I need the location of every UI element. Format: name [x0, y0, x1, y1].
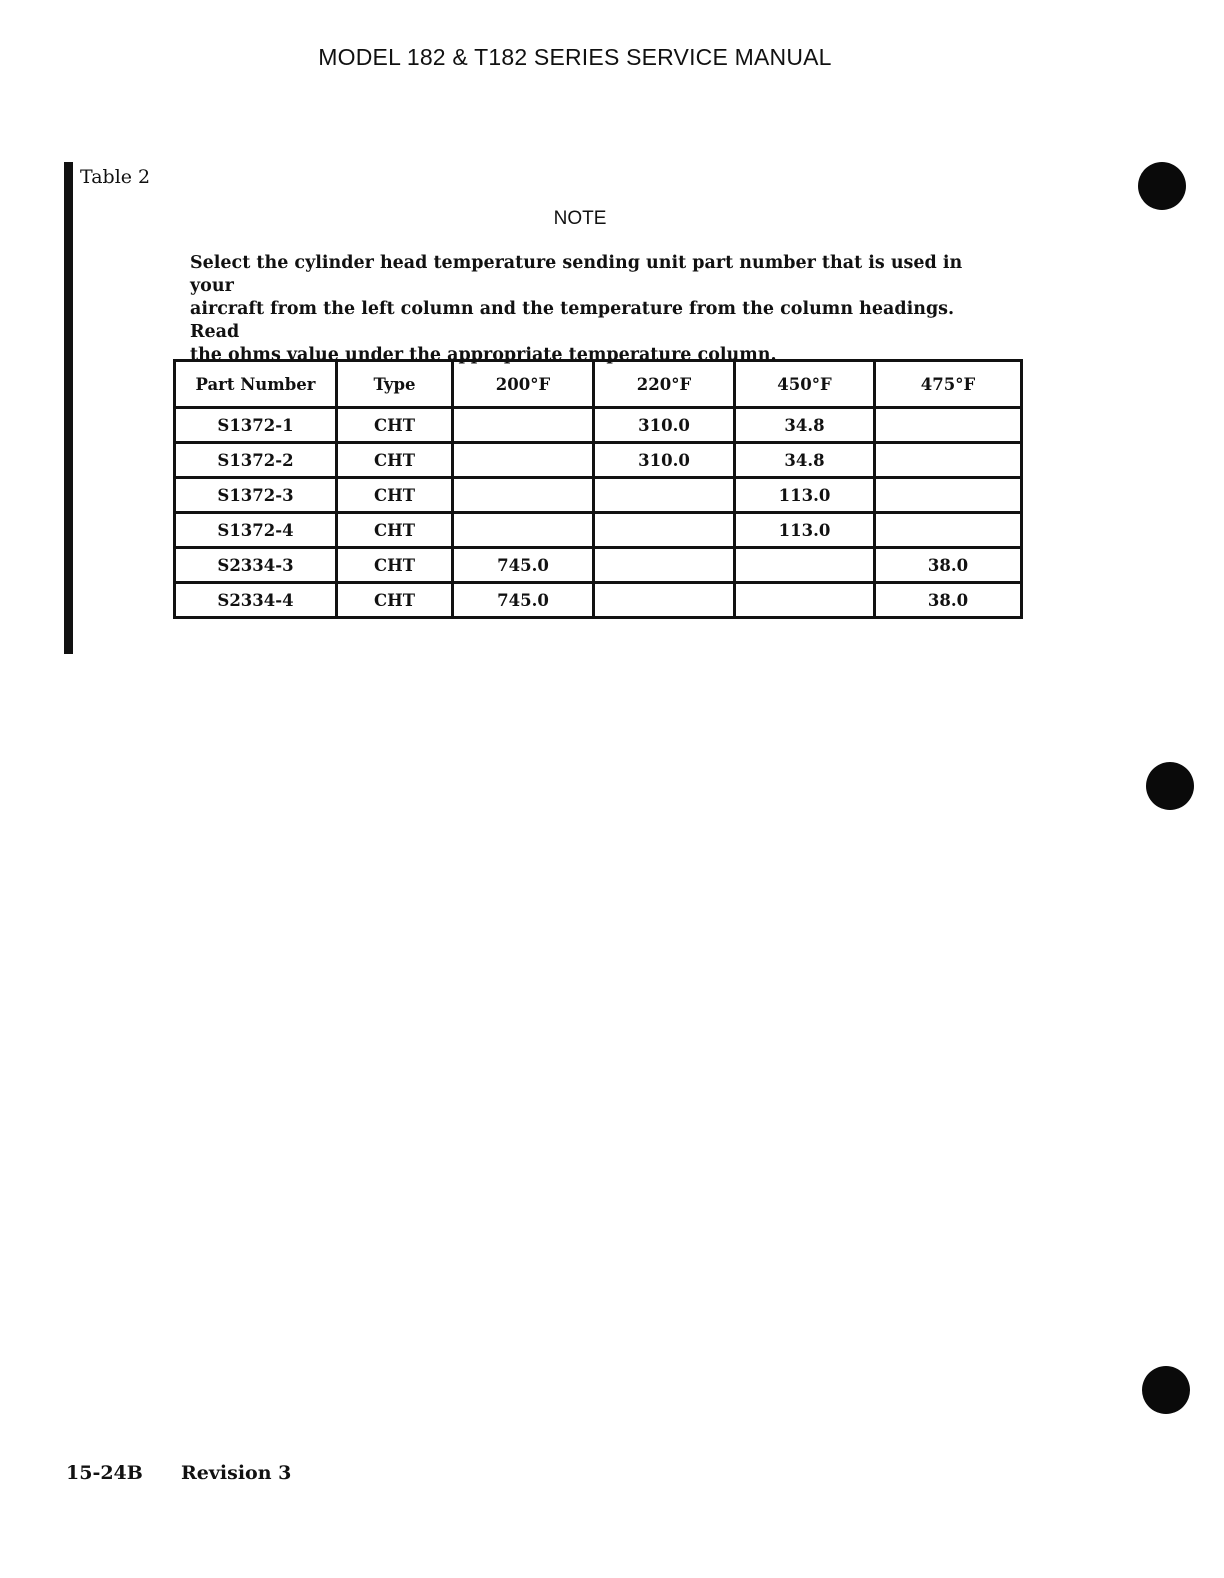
revision-label: Revision 3	[181, 1462, 292, 1484]
column-header-type: Type	[337, 361, 453, 408]
page-header-title: MODEL 182 & T182 SERIES SERVICE MANUAL	[318, 44, 832, 70]
cell-450f	[735, 548, 875, 583]
cell-450f: 34.8	[735, 443, 875, 478]
table-row	[175, 513, 1022, 548]
note-line: Select the cylinder head temperature sending unit part number that is used in your	[190, 253, 963, 296]
note-body	[190, 252, 980, 367]
cell-220f: 310.0	[594, 443, 735, 478]
cell-220f	[594, 513, 735, 548]
cell-450f	[735, 583, 875, 618]
revision-change-bar	[64, 162, 73, 654]
cell-part-number: S1372-2	[175, 443, 337, 478]
cell-450f: 113.0	[735, 513, 875, 548]
table-header-row	[175, 361, 1022, 408]
cell-part-number: S2334-4	[175, 583, 337, 618]
column-header-220f: 220°F	[594, 361, 735, 408]
column-header-part-number: Part Number	[175, 361, 337, 408]
cell-450f: 34.8	[735, 408, 875, 443]
cell-200f	[453, 443, 594, 478]
cell-475f	[875, 478, 1022, 513]
note-line: aircraft from the left column and the temperature from the column headings. Read	[190, 299, 955, 342]
table-row	[175, 548, 1022, 583]
cell-part-number: S2334-3	[175, 548, 337, 583]
binder-punch-hole-middle	[1146, 762, 1194, 810]
column-header-475f: 475°F	[875, 361, 1022, 408]
cell-475f	[875, 408, 1022, 443]
page-number: 15-24B	[66, 1462, 143, 1484]
column-header-200f: 200°F	[453, 361, 594, 408]
cell-type: CHT	[337, 548, 453, 583]
sending-unit-resistance-table	[173, 359, 1023, 619]
cell-part-number: S1372-1	[175, 408, 337, 443]
cell-220f	[594, 478, 735, 513]
cell-475f: 38.0	[875, 548, 1022, 583]
note-heading: NOTE	[553, 208, 607, 229]
cell-type: CHT	[337, 408, 453, 443]
cell-type: CHT	[337, 583, 453, 618]
note-line: the ohms value under the appropriate temperature column.	[190, 345, 777, 365]
cell-type: CHT	[337, 478, 453, 513]
cell-220f	[594, 548, 735, 583]
cell-200f: 745.0	[453, 583, 594, 618]
table-row	[175, 443, 1022, 478]
binder-punch-hole-top	[1138, 162, 1186, 210]
cell-200f	[453, 513, 594, 548]
cell-type: CHT	[337, 443, 453, 478]
cell-type: CHT	[337, 513, 453, 548]
cell-part-number: S1372-3	[175, 478, 337, 513]
cell-475f	[875, 443, 1022, 478]
cell-475f: 38.0	[875, 583, 1022, 618]
binder-punch-hole-bottom	[1142, 1366, 1190, 1414]
cell-450f: 113.0	[735, 478, 875, 513]
cell-part-number: S1372-4	[175, 513, 337, 548]
cell-200f	[453, 478, 594, 513]
table-row	[175, 583, 1022, 618]
cell-220f: 310.0	[594, 408, 735, 443]
table-label: Table 2	[80, 166, 151, 188]
cell-200f: 745.0	[453, 548, 594, 583]
cell-200f	[453, 408, 594, 443]
table-row	[175, 408, 1022, 443]
cell-220f	[594, 583, 735, 618]
table-row	[175, 478, 1022, 513]
column-header-450f: 450°F	[735, 361, 875, 408]
cell-475f	[875, 513, 1022, 548]
